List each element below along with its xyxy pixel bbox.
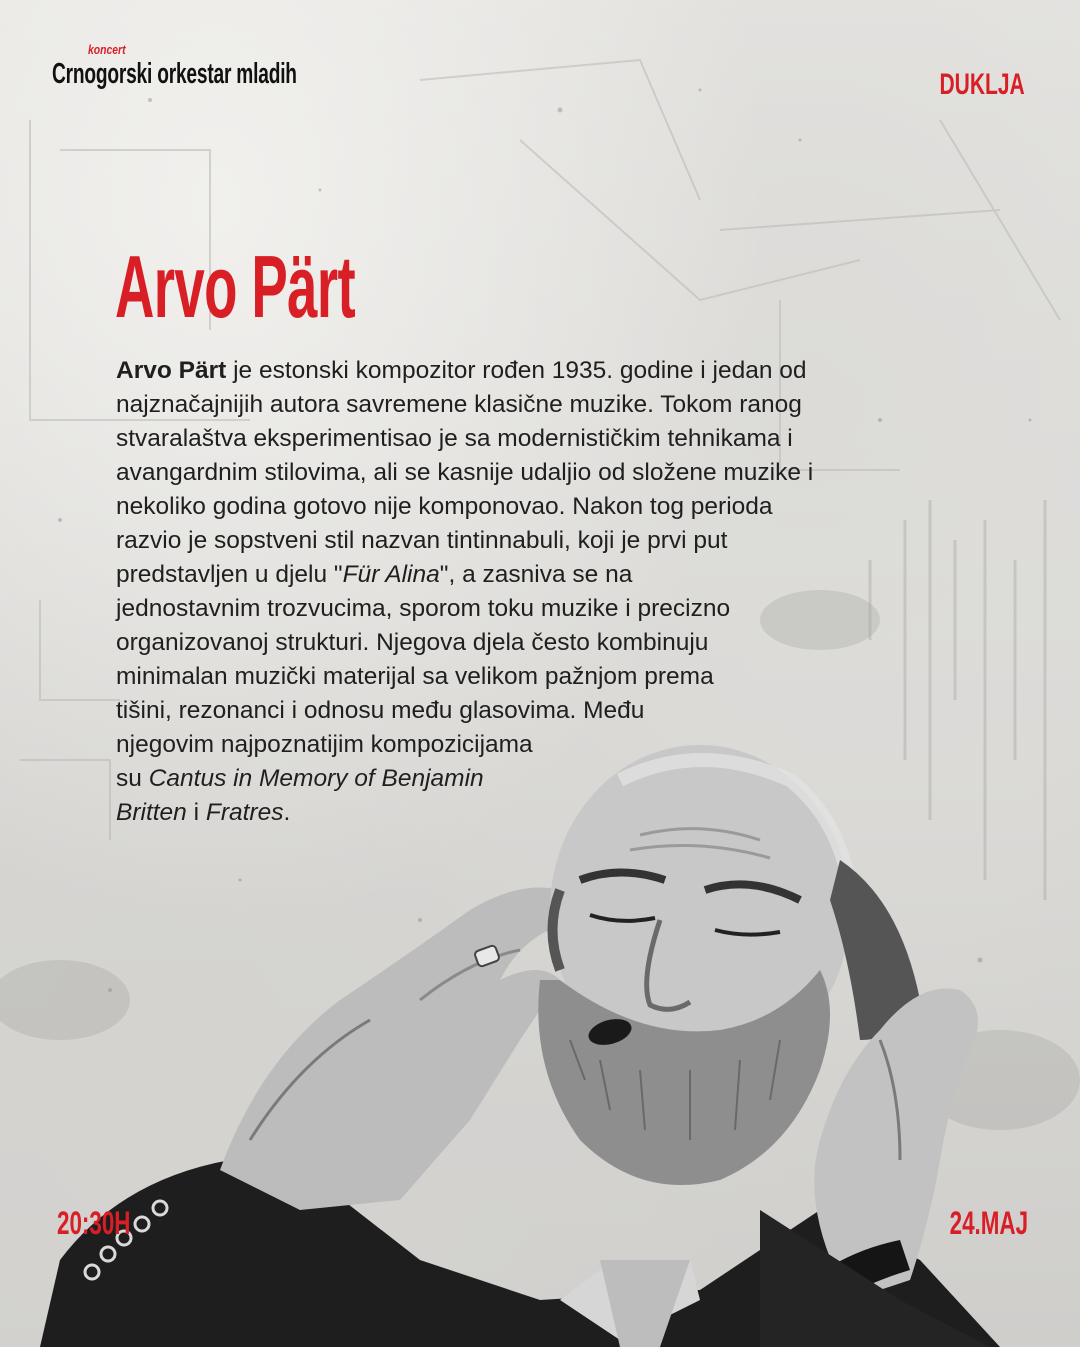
bio-text-run: najznačajnijih autora savremene klasične muzike. Tokom ranog <box>116 391 802 418</box>
concert-time: 20:30H <box>57 1205 131 1241</box>
bio-text-run: razvio je sopstveni stil nazvan tintinnabuli, koji je prvi put <box>116 527 728 554</box>
bio-italic-run: Britten <box>116 799 187 826</box>
biography-line <box>116 388 876 422</box>
ensemble-name: Crnogorski orkestar mladih <box>52 58 297 90</box>
bio-text-run: i <box>186 799 206 826</box>
bio-text-run: su <box>116 765 149 792</box>
biography-line <box>116 660 876 694</box>
biography-line <box>116 354 876 388</box>
biography-line <box>116 422 876 456</box>
bio-italic-run: Cantus in Memory of Benjamin <box>148 765 484 792</box>
bio-text-run: ", a zasniva se na <box>439 561 633 588</box>
bio-text-run: jednostavnim trozvucima, sporom toku muzike i precizno <box>116 595 731 622</box>
biography-line <box>116 490 876 524</box>
composer-photo <box>0 740 1080 1347</box>
biography-line <box>116 524 876 558</box>
bio-text-run: njegovim najpoznatijim kompozicijama <box>116 731 533 758</box>
bio-italic-run: Fratres <box>205 799 284 826</box>
bio-italic-run: Für Alina <box>342 561 440 588</box>
bio-text-run: tišini, rezonanci i odnosu među glasovima. Među <box>116 697 645 724</box>
biography-line <box>116 456 876 490</box>
concert-date: 24.MAJ <box>949 1205 1028 1241</box>
bio-text-run: . <box>283 799 291 826</box>
bio-text-run: je estonski kompozitor rođen 1935. godine i jedan od <box>226 357 807 384</box>
bio-bold-run: Arvo Pärt <box>116 357 227 384</box>
biography-line <box>116 694 876 728</box>
biography-line <box>116 592 876 626</box>
biography-line <box>116 626 876 660</box>
concert-kicker: koncert <box>88 42 126 57</box>
bio-text-run: stvaralaštva eksperimentisao je sa modernističkim tehnikama i <box>116 425 793 452</box>
page-title: Arvo Pärt <box>115 237 356 336</box>
bio-text-run: nekoliko godina gotovo nije komponovao. Nakon tog perioda <box>116 493 773 520</box>
biography-line <box>116 558 876 592</box>
bio-text-run: predstavljen u djelu " <box>116 561 343 588</box>
bio-text-run: avangardnim stilovima, ali se kasnije udaljio od složene muzike i <box>116 459 814 486</box>
bio-text-run: minimalan muzički materijal sa velikom pažnjom prema <box>116 663 714 690</box>
venue-label: DUKLJA <box>939 68 1025 101</box>
bio-text-run: organizovanoj strukturi. Njegova djela često kombinuju <box>116 629 709 656</box>
